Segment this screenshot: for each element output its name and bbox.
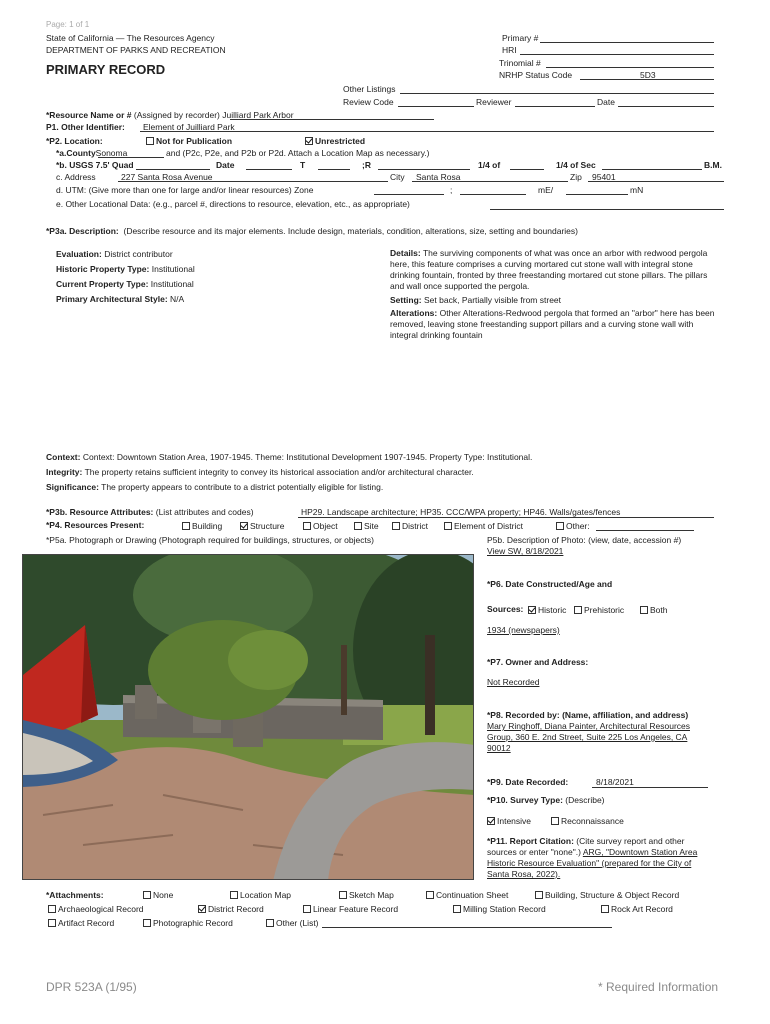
p4-option-district[interactable]: [392, 521, 428, 531]
context-label: Context:: [46, 452, 81, 462]
setting-label: Setting:: [390, 295, 422, 305]
attach-photographic-label: Photographic Record: [153, 918, 233, 928]
details-label: Details:: [390, 248, 421, 258]
attach-photographic[interactable]: [143, 918, 233, 928]
resource-photograph: [22, 554, 474, 880]
arch-style-row: [56, 294, 184, 304]
evaluation-row: [56, 249, 173, 259]
p6-both-option[interactable]: [640, 605, 668, 615]
form-number: DPR 523A (1/95): [46, 980, 137, 994]
zip-label: Zip: [570, 172, 582, 182]
p4-element-box[interactable]: [444, 522, 452, 530]
p6-value[interactable]: 1934 (newspapers): [487, 625, 560, 635]
attach-location-map-box[interactable]: [230, 891, 238, 899]
p7-value[interactable]: Not Recorded: [487, 677, 540, 687]
setting-paragraph: [390, 295, 720, 306]
department-name: DEPARTMENT OF PARKS AND RECREATION: [46, 45, 226, 55]
other-locational-label: e. Other Locational Data: (e.g., parcel #, directions to resource, elevation, etc., as appropriate): [56, 199, 410, 209]
significance-row: [46, 482, 383, 492]
attach-photographic-box[interactable]: [143, 919, 151, 927]
p6-sources-label: Sources:: [487, 604, 524, 614]
unrestricted-checkbox[interactable]: [305, 136, 365, 146]
historic-type-row: [56, 264, 195, 274]
p1-underline: [140, 131, 714, 132]
p8-label: *P8. Recorded by: (Name, affiliation, and address): [487, 710, 689, 720]
alterations-value: Other Alterations-Redwood pergola that formed an "arbor" here has been removed, leaving stone freestanding support pillars and a curving stone wall with integral drinking fountain: [390, 308, 715, 340]
primary-field[interactable]: [540, 42, 714, 43]
county-underline: [98, 157, 164, 158]
resource-name-label: *Resource Name or #: [46, 110, 132, 120]
attach-milling-station-label: Milling Station Record: [463, 904, 546, 914]
attach-continuation-sheet[interactable]: [426, 890, 508, 900]
p4-building-box[interactable]: [182, 522, 190, 530]
attachments-label: *Attachments:: [46, 890, 104, 900]
p4-option-element[interactable]: [444, 521, 523, 531]
p11-paragraph: [487, 836, 711, 880]
p10-reconnaissance-option[interactable]: [551, 816, 624, 826]
attach-district-record-label: District Record: [208, 904, 264, 914]
alterations-label: Alterations:: [390, 308, 438, 318]
county-label: *a.County: [56, 148, 96, 158]
p9-label: *P9. Date Recorded:: [487, 777, 569, 787]
reviewer-field[interactable]: [515, 106, 595, 107]
attach-district-record-box[interactable]: [198, 905, 206, 913]
agency-name: State of California — The Resources Agency: [46, 33, 215, 43]
p4-structure-label: Structure: [250, 521, 285, 531]
not-for-publication-label: Not for Publication: [156, 136, 233, 146]
p3b-value[interactable]: HP29. Landscape architecture; HP35. CCC/WPA property; HP46. Walls/gates/fences: [301, 507, 621, 517]
p4-building-label: Building: [192, 521, 223, 531]
unrestricted-label: Unrestricted: [315, 136, 366, 146]
p11-value[interactable]: ARG, "Downtown Station Area Historic Resource Evaluation" (prepared for the City of Santa Rosa, 2022).: [487, 847, 698, 879]
utm-northing-field[interactable]: [566, 194, 628, 195]
attach-none-box[interactable]: [143, 891, 151, 899]
city-label: City: [390, 172, 405, 182]
significance-value: The property appears to contribute to a district potentially eligible for listing.: [101, 482, 384, 492]
p4-district-label: District: [402, 521, 428, 531]
trinomial-label: Trinomial #: [499, 58, 541, 68]
attach-archaeological-box[interactable]: [48, 905, 56, 913]
p4-district-box[interactable]: [392, 522, 400, 530]
nrhp-value: 5D3: [640, 70, 656, 80]
quarter-of-field[interactable]: [510, 169, 544, 170]
setting-value: Set back, Partially visible from street: [424, 295, 562, 305]
attach-artifact-box[interactable]: [48, 919, 56, 927]
p9-underline: [592, 787, 708, 788]
page-number: Page: 1 of 1: [46, 20, 90, 29]
hri-label: HRI: [502, 45, 517, 55]
usgs-date-label: Date: [216, 160, 235, 170]
p3b-row: [46, 507, 254, 517]
review-date-label: Date: [597, 97, 615, 107]
reviewer-label: Reviewer: [476, 97, 512, 107]
p4-other-box[interactable]: [556, 522, 564, 530]
attach-linear-feature-box[interactable]: [303, 905, 311, 913]
p6-prehistoric-label: Prehistoric: [584, 605, 625, 615]
attach-sketch-map[interactable]: [339, 890, 394, 900]
address-value[interactable]: 227 Santa Rosa Avenue: [121, 172, 213, 182]
p6-prehistoric-box[interactable]: [574, 606, 582, 614]
p1-value[interactable]: Element of Juilliard Park: [143, 122, 235, 132]
attach-milling-station-box[interactable]: [453, 905, 461, 913]
p4-other-label: Other:: [566, 521, 590, 531]
attach-other[interactable]: [266, 918, 319, 928]
p10-reconnaissance-box[interactable]: [551, 817, 559, 825]
attach-artifact[interactable]: [48, 918, 114, 928]
current-type-row: [56, 279, 194, 289]
arch-style-value: N/A: [170, 294, 185, 304]
integrity-label: Integrity:: [46, 467, 83, 477]
p6-label: *P6. Date Constructed/Age and: [487, 579, 613, 589]
city-underline: [412, 181, 568, 182]
evaluation-value: District contributor: [104, 249, 173, 259]
attach-other-box[interactable]: [266, 919, 274, 927]
attach-sketch-map-box[interactable]: [339, 891, 347, 899]
p11-label: *P11. Report Citation:: [487, 836, 574, 846]
arch-style-label: Primary Architectural Style:: [56, 294, 168, 304]
significance-label: Significance:: [46, 482, 99, 492]
attach-rock-art-box[interactable]: [601, 905, 609, 913]
p4-option-building[interactable]: [182, 521, 222, 531]
attach-archaeological-label: Archaeological Record: [58, 904, 144, 914]
p10-reconnaissance-label: Reconnaissance: [561, 816, 624, 826]
attach-other-label: Other (List): [276, 918, 319, 928]
p4-site-label: Site: [364, 521, 379, 531]
quarter-sec-label: 1/4 of Sec: [556, 160, 596, 170]
attach-none[interactable]: [143, 890, 173, 900]
p4-option-object[interactable]: [303, 521, 338, 531]
resource-name-assigned: (Assigned by recorder): [133, 110, 220, 120]
p4-site-box[interactable]: [354, 522, 362, 530]
p6-both-label: Both: [650, 605, 668, 615]
usgs-quad-field[interactable]: [136, 169, 210, 170]
range-label: ;R: [362, 160, 371, 170]
attach-sketch-map-label: Sketch Map: [349, 890, 394, 900]
historic-type-label: Historic Property Type:: [56, 264, 150, 274]
zip-underline: [588, 181, 724, 182]
hri-field[interactable]: [520, 54, 714, 55]
p3b-label: *P3b. Resource Attributes:: [46, 507, 154, 517]
attach-location-map[interactable]: [230, 890, 291, 900]
attach-linear-feature[interactable]: [303, 904, 398, 914]
p4-object-label: Object: [313, 521, 338, 531]
city-value[interactable]: Santa Rosa: [416, 172, 461, 182]
attach-archaeological[interactable]: [48, 904, 144, 914]
current-type-label: Current Property Type:: [56, 279, 149, 289]
p1-label: P1. Other Identifier:: [46, 122, 125, 132]
attach-artifact-label: Artifact Record: [58, 918, 115, 928]
attach-continuation-sheet-box[interactable]: [426, 891, 434, 899]
p5b-label: P5b. Description of Photo: (view, date, accession #): [487, 535, 682, 545]
nrhp-label: NRHP Status Code: [499, 70, 573, 80]
p2-label: *P2. Location:: [46, 136, 103, 146]
resource-name-value[interactable]: Juilliard Park Arbor: [222, 110, 294, 120]
review-code-field[interactable]: [398, 106, 474, 107]
p6-sources-row: [487, 604, 523, 614]
attach-bso-record-box[interactable]: [535, 891, 543, 899]
primary-label: Primary #: [502, 33, 539, 43]
utm-label: d. UTM: (Give more than one for large and/or linear resources) Zone: [56, 185, 314, 195]
p3a-instruction: (Describe resource and its major elements. Include design, materials, condition, alterations, size, setting and boundaries): [123, 226, 578, 236]
usgs-quad-label: *b. USGS 7.5' Quad: [56, 160, 134, 170]
p4-option-site[interactable]: [354, 521, 379, 531]
township-field[interactable]: [318, 169, 350, 170]
form-title: PRIMARY RECORD: [46, 62, 166, 77]
p3b-underline: [298, 517, 714, 518]
attach-district-record[interactable]: [198, 904, 264, 914]
p3a-label: *P3a. Description:: [46, 226, 119, 236]
p6-both-box[interactable]: [640, 606, 648, 614]
trinomial-field[interactable]: [546, 67, 714, 68]
p10-intensive-box[interactable]: [487, 817, 495, 825]
context-row: [46, 452, 532, 462]
attach-rock-art[interactable]: [601, 904, 673, 914]
integrity-value: The property retains sufficient integrity to convey its historical association and/or architectural character.: [84, 467, 474, 477]
p3a-row: [46, 226, 578, 236]
details-paragraph: [390, 248, 720, 292]
attach-continuation-sheet-label: Continuation Sheet: [436, 890, 509, 900]
address-underline: [118, 181, 388, 182]
other-listings-label: Other Listings: [343, 84, 396, 94]
resource-name-underline: [230, 119, 434, 120]
utm-me-label: mE/: [538, 185, 554, 195]
attach-milling-station[interactable]: [453, 904, 546, 914]
historic-type-value: Institutional: [151, 264, 195, 274]
p8-value[interactable]: Mary Ringhoff, Diana Painter, Architectural Resources Group, 360 E. 2nd Street, Suite 225 Los Angeles, CA 90012: [487, 721, 690, 753]
p4-structure-box[interactable]: [240, 522, 248, 530]
p10-intensive-option[interactable]: [487, 816, 531, 826]
utm-semicolon: ;: [450, 185, 453, 195]
p4-option-other[interactable]: [556, 521, 590, 531]
county-value[interactable]: Sonoma: [95, 148, 128, 158]
p5b-value[interactable]: View SW, 8/18/2021: [487, 546, 564, 556]
details-value: The surviving components of what was once an arbor with redwood pergola here, this feature comprises a curving mortared cut stone wall with integral stone drinking fountain, fronted by three freestanding mortared cut stone pillars. The pillars and wall once supported the pergola.: [390, 248, 708, 291]
p6-prehistoric-option[interactable]: [574, 605, 624, 615]
attach-location-map-label: Location Map: [240, 890, 292, 900]
review-code-label: Review Code: [343, 97, 394, 107]
utm-mn-label: mN: [630, 185, 644, 195]
photo-illustration: [23, 555, 474, 880]
p5a-label: *P5a. Photograph or Drawing (Photograph required for buildings, structures, or objects): [46, 535, 374, 545]
required-information-note: * Required Information: [598, 980, 719, 994]
range-field[interactable]: [378, 169, 470, 170]
utm-easting-field[interactable]: [460, 194, 526, 195]
other-locational-field[interactable]: [490, 209, 724, 210]
p6-historic-option[interactable]: [528, 605, 566, 615]
evaluation-label: Evaluation:: [56, 249, 102, 259]
attach-bso-record[interactable]: [535, 890, 679, 900]
attach-linear-feature-label: Linear Feature Record: [313, 904, 399, 914]
not-for-publication-checkbox[interactable]: [146, 136, 232, 146]
p6-historic-label: Historic: [538, 605, 567, 615]
p2a-instruction: and (P2c, P2e, and P2b or P2d. Attach a Location Map as necessary.): [166, 148, 430, 158]
other-listings-field[interactable]: [400, 93, 714, 94]
address-label: c. Address: [56, 172, 96, 182]
p10-label: *P10. Survey Type:: [487, 795, 563, 805]
attach-other-field[interactable]: [322, 927, 612, 928]
township-label: T: [300, 160, 306, 170]
p4-label: *P4. Resources Present:: [46, 520, 145, 530]
p10-row: [487, 795, 605, 805]
p3b-instruction: (List attributes and codes): [155, 507, 254, 517]
current-type-value: Institutional: [150, 279, 194, 289]
p4-other-field[interactable]: [596, 530, 694, 531]
integrity-row: [46, 467, 474, 477]
attach-none-label: None: [153, 890, 174, 900]
attach-rock-art-label: Rock Art Record: [611, 904, 673, 914]
section-field[interactable]: [602, 169, 702, 170]
unrestricted-box[interactable]: [305, 137, 313, 145]
utm-zone-field[interactable]: [374, 194, 444, 195]
bm-label: B.M.: [704, 160, 722, 170]
attach-bso-record-label: Building, Structure & Object Record: [545, 890, 680, 900]
p4-element-label: Element of District: [454, 521, 523, 531]
usgs-date-field[interactable]: [246, 169, 292, 170]
p4-option-structure[interactable]: [240, 521, 285, 531]
p11-instruction: (Cite survey report and other sources or enter "none".): [487, 836, 685, 857]
p4-object-box[interactable]: [303, 522, 311, 530]
p7-label: *P7. Owner and Address:: [487, 657, 589, 667]
context-value: Context: Downtown Station Area, 1907-1945. Theme: Institutional Development 1907-1945. Property Type: Institutional.: [82, 452, 533, 462]
p10-instruction: (Describe): [565, 795, 605, 805]
p6-historic-box[interactable]: [528, 606, 536, 614]
p10-intensive-label: Intensive: [497, 816, 532, 826]
zip-value[interactable]: 95401: [592, 172, 616, 182]
alterations-paragraph: [390, 308, 720, 341]
p9-value[interactable]: 8/18/2021: [596, 777, 634, 787]
review-date-field[interactable]: [618, 106, 714, 107]
quarter-of-label: 1/4 of: [478, 160, 501, 170]
not-for-publication-box[interactable]: [146, 137, 154, 145]
